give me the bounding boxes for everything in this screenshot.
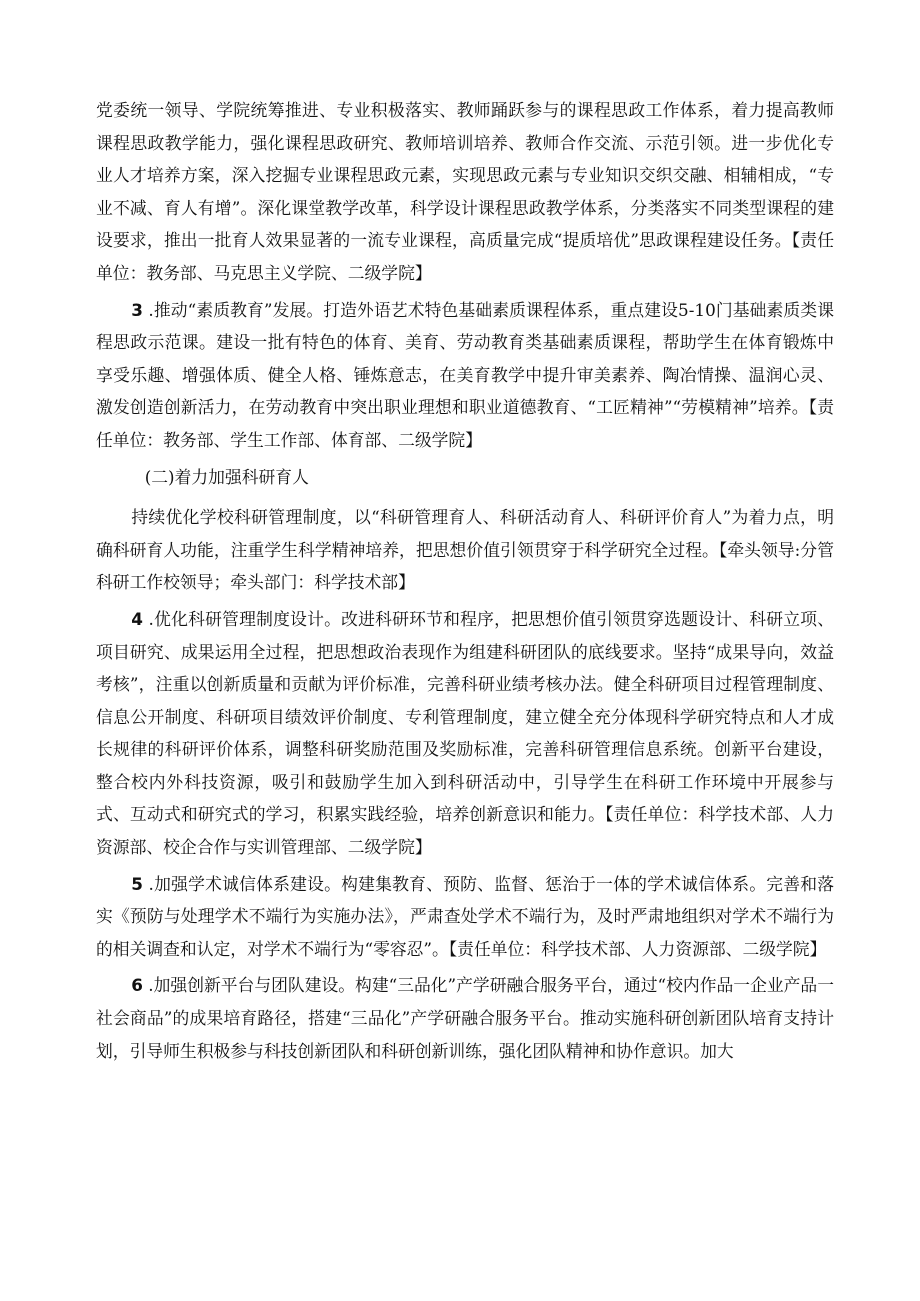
- paragraph-research-management: [96, 603, 834, 864]
- paragraph-innovation-platform: [96, 969, 834, 1067]
- paragraph-text: .推动“素质教育”发展。打造外语艺术特色基础素质课程体系，重点建设5-10门基础素质类课程思政示范课。建设一批有特色的体育、美育、劳动教育类基础素质课程，帮助学生在体育锻炼中享受乐趣、增强体质、健全人格、锤炼意志，在美育教学中提升审美素养、陶冶情操、温润心灵、激发创造创新活力，在劳动教育中突出职业理想和职业道德教育、“工匠精神”“劳模精神”培养。【责任单位：教务部、学生工作部、体育部、二级学院】: [96, 299, 834, 450]
- item-number: 5: [131, 873, 143, 894]
- document-page: [96, 94, 834, 1071]
- paragraph-academic-integrity: [96, 868, 834, 966]
- paragraph-text: .加强学术诚信体系建设。构建集教育、预防、监督、惩治于一体的学术诚信体系。完善和落实《预防与处理学术不端行为实施办法》，严肃查处学术不端行为，及时严肃地组织对学术不端行为的相关调查和认定，对学术不端行为“零容忍”。【责任单位：科学技术部、人力资源部、二级学院】: [96, 873, 834, 959]
- item-number: 4: [131, 608, 143, 629]
- paragraph-text: .加强创新平台与团队建设。构建“三品化”产学研融合服务平台，通过“校内作品一企业产品一社会商品”的成果培育路径，搭建“三品化”产学研融合服务平台。推动实施科研创新团队培育支持计划，引导师生积极参与科技创新团队和科研创新训练，强化团队精神和协作意识。加大: [96, 975, 834, 1061]
- paragraph-quality-education: [96, 294, 834, 457]
- section-heading: (二)着力加强科研育人: [144, 466, 309, 487]
- paragraph-research-intro: 持续优化学校科研管理制度，以“科研管理育人、科研活动育人、科研评价育人”为着力点，明确科研育人功能，注重学生科学精神培养，把思想价值引领贯穿于科学研究全过程。【牵头领导:分管科研工作校领导；牵头部门：科学技术部】: [96, 507, 834, 593]
- paragraph-text: .优化科研管理制度设计。改进科研环节和程序，把思想价值引领贯穿选题设计、科研立项、项目研究、成果运用全过程，把思想政治表现作为组建科研团队的底线要求。坚持“成果导向，效益考核”，注重以创新质量和贡献为评价标准，完善科研业绩考核办法。健全科研项目过程管理制度、信息公开制度、科研项目绩效评价制度、专利管理制度，建立健全充分体现科学研究特点和人才成长规律的科研评价体系，调整科研奖励范围及奖励标准，完善科研管理信息系统。创新平台建设，整合校内外科技资源，吸引和鼓励学生加入到科研活动中，引导学生在科研工作环境中开展参与式、互动式和研究式的学习，积累实践经验，培养创新意识和能力。【责任单位：科学技术部、人力资源部、校企合作与实训管理部、二级学院】: [96, 608, 834, 858]
- paragraph-curriculum-ideology: 党委统一领导、学院统筹推进、专业积极落实、教师踊跃参与的课程思政工作体系，着力提高教师课程思政教学能力，强化课程思政研究、教师培训培养、教师合作交流、示范引领。进一步优化专业人才培养方案，深入挖掘专业课程思政元素，实现思政元素与专业知识交织交融、相辅相成，“专业不减、育人有增”。深化课堂教学改革，科学设计课程思政教学体系，分类落实不同类型课程的建设要求，推出一批育人效果显著的一流专业课程，高质量完成“提质培优”思政课程建设任务。【责任单位：教务部、马克思主义学院、二级学院】: [96, 100, 834, 283]
- item-number: 6: [131, 975, 143, 996]
- item-number: 3: [131, 299, 143, 320]
